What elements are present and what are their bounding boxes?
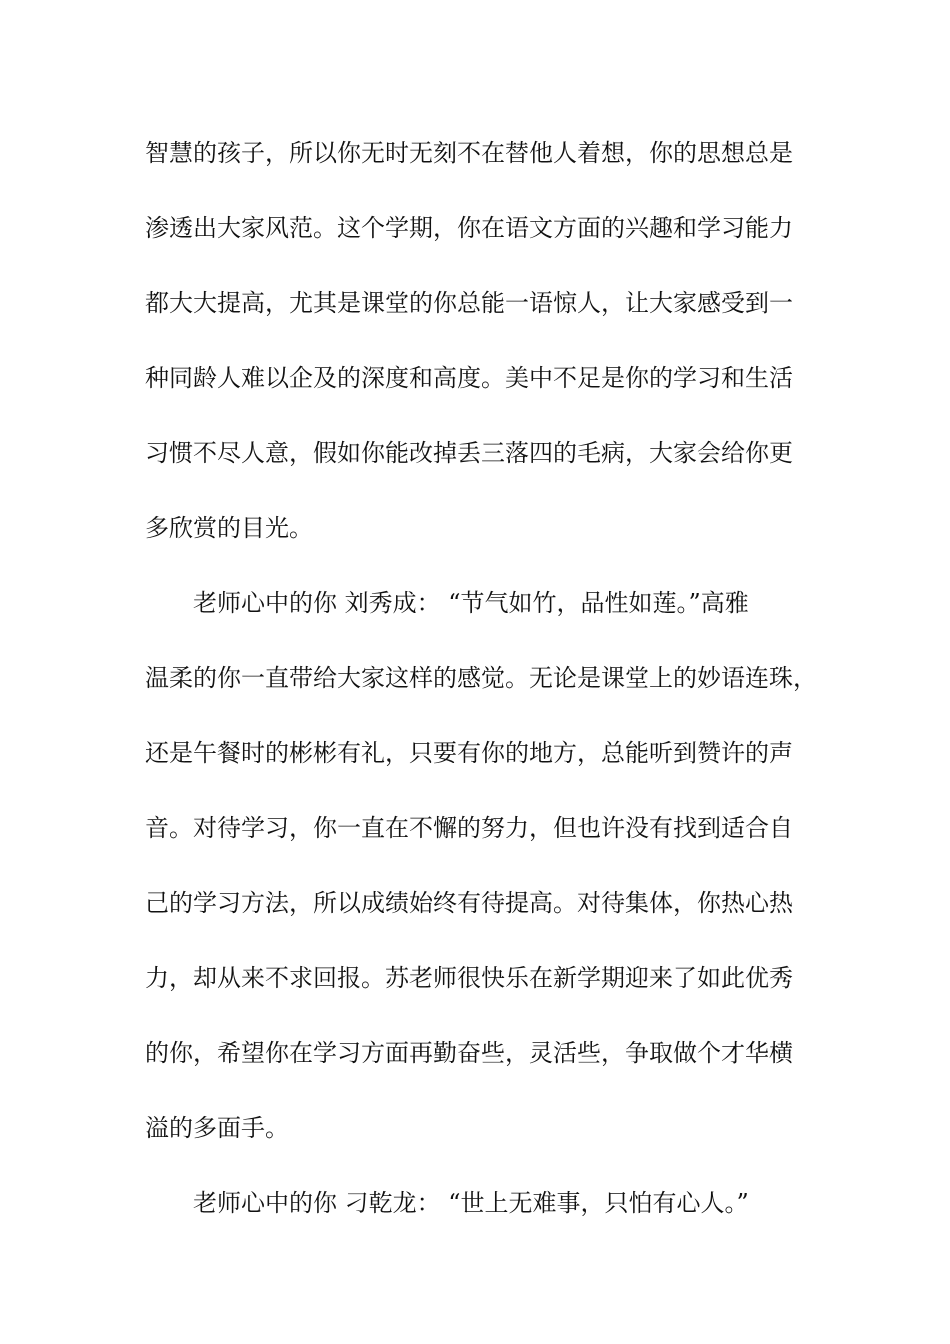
text-line: 种同龄人难以企及的深度和高度。美中不足是你的学习和生活 — [145, 364, 793, 392]
text-line: 习惯不尽人意，假如你能改掉丢三落四的毛病，大家会给你更 — [145, 439, 793, 467]
text-line: 温柔的你一直带给大家这样的感觉。无论是课堂上的妙语连珠， — [145, 664, 817, 692]
text-line: 还是午餐时的彬彬有礼，只要有你的地方，总能听到赞许的声 — [145, 739, 793, 767]
text-line: 溢的多面手。 — [145, 1114, 289, 1142]
text-line: 多欣赏的目光。 — [145, 514, 313, 542]
text-line: 都大大提高，尤其是课堂的你总能一语惊人，让大家感受到一 — [145, 289, 793, 317]
text-line: 渗透出大家风范。这个学期，你在语文方面的兴趣和学习能力 — [145, 214, 793, 242]
text-line: 老师心中的你 刘秀成： “节气如竹，品性如莲。”高雅 — [193, 589, 749, 617]
text-line: 的你，希望你在学习方面再勤奋些，灵活些，争取做个才华横 — [145, 1039, 793, 1067]
text-line: 己的学习方法，所以成绩始终有待提高。对待集体，你热心热 — [145, 889, 793, 917]
text-line: 老师心中的你 刁乾龙： “世上无难事，只怕有心人。” — [193, 1189, 749, 1217]
document-body — [145, 128, 825, 1253]
text-line: 力，却从来不求回报。苏老师很快乐在新学期迎来了如此优秀 — [145, 964, 793, 992]
text-line: 智慧的孩子，所以你无时无刻不在替他人着想，你的思想总是 — [145, 139, 793, 167]
text-line: 音。对待学习，你一直在不懈的努力，但也许没有找到适合自 — [145, 814, 793, 842]
